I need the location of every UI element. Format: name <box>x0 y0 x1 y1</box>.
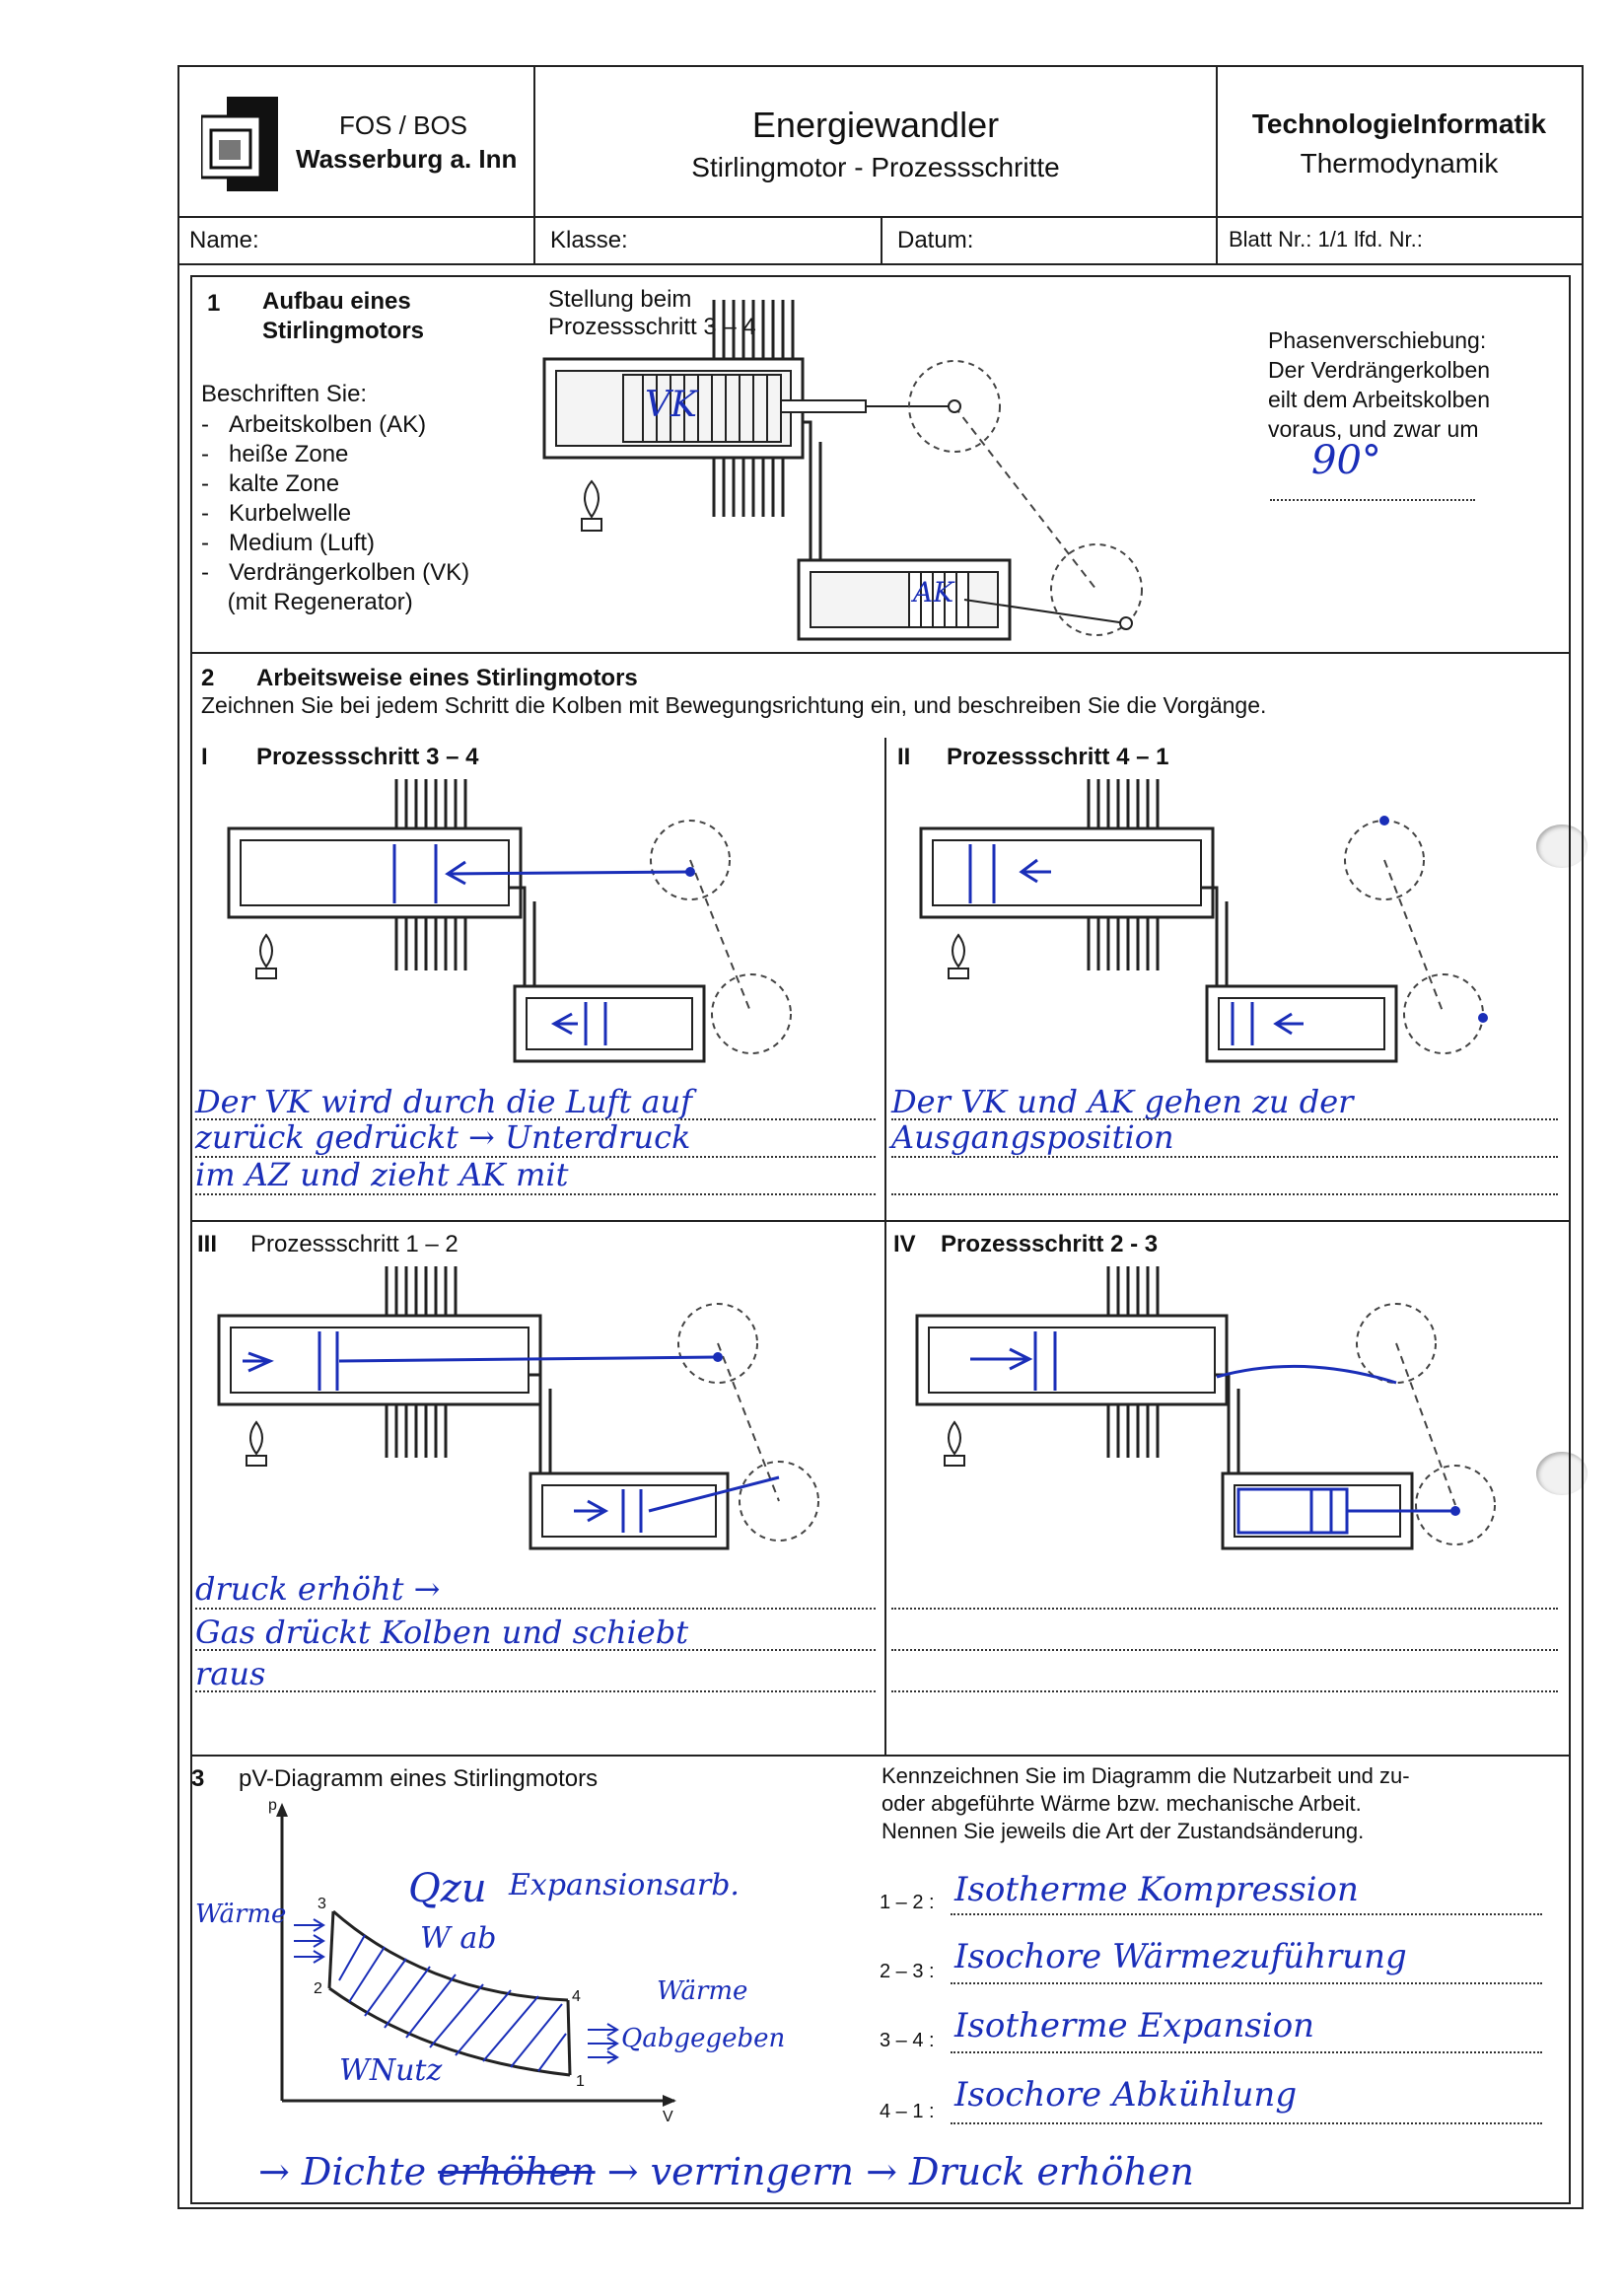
step3-title: Prozessschritt 1 – 2 <box>250 1231 459 1257</box>
phase-shift-line4: voraus, und zwar um <box>1268 416 1479 442</box>
list-item: - Arbeitskolben (AK) <box>201 411 427 438</box>
answer-line <box>891 1608 1558 1610</box>
document-title: Energiewandler <box>751 105 1000 145</box>
position-line1: Stellung beim <box>548 286 692 313</box>
handwritten-label-ak: AK <box>913 576 954 609</box>
step1-engine-diagram <box>219 777 830 1073</box>
point-label-3: 3 <box>318 1896 326 1912</box>
section2-heading: Arbeitsweise eines Stirlingmotors <box>256 665 638 691</box>
step4-engine-diagram <box>907 1264 1558 1560</box>
school-logo <box>201 97 278 191</box>
step1-title: Prozessschritt 3 – 4 <box>256 744 479 770</box>
step-answer-3-4: Isotherme Expansion <box>954 2006 1315 2045</box>
class-label: Klasse: <box>550 227 628 253</box>
phase-shift-line3: eilt dem Arbeitskolben <box>1268 387 1491 412</box>
step2-answer-line1: Der VK und AK gehen zu der <box>891 1083 1354 1120</box>
name-label: Name: <box>189 227 259 253</box>
step3-answer-line1: druck erhöht → <box>195 1570 441 1608</box>
answer-line <box>195 1608 876 1610</box>
stirling-engine-diagram <box>534 294 1165 659</box>
list-item: - Kurbelwelle <box>201 500 352 527</box>
step2-engine-diagram <box>911 777 1562 1073</box>
step3-answer-line2: Gas drückt Kolben und schiebt <box>195 1614 689 1651</box>
answer-line <box>195 1193 876 1195</box>
answer-line <box>195 1156 876 1158</box>
annotation-expansion: Expansionsarb. <box>509 1868 740 1902</box>
section3-instruction-line1: Kennzeichnen Sie im Diagramm die Nutzarbeit und zu- <box>882 1763 1410 1788</box>
point-label-2: 2 <box>314 1980 322 1997</box>
axis-p-label: p <box>268 1797 277 1814</box>
position-line2: Prozessschritt 3 – 4 <box>548 314 756 340</box>
list-item: - Verdrängerkolben (VK) <box>201 559 470 586</box>
answer-line <box>891 1193 1558 1195</box>
sheet-number-label: Blatt Nr.: 1/1 lfd. Nr.: <box>1229 227 1423 251</box>
section2-number: 2 <box>201 665 215 691</box>
annotation-wnutz: WNutz <box>339 2053 443 2088</box>
answer-line <box>951 2051 1542 2053</box>
step1-answer-line1: Der VK wird durch die Luft auf <box>195 1083 693 1120</box>
answer-line <box>195 1690 876 1692</box>
section1-number: 1 <box>207 290 221 317</box>
worksheet <box>177 65 1584 2209</box>
answer-line <box>195 1118 876 1120</box>
step-label-4-1: 4 – 1 : <box>880 2101 935 2122</box>
footer-note-struck: erhöhen <box>438 2150 596 2193</box>
step3-roman: III <box>197 1231 218 1257</box>
annotation-qab: Qabgegeben <box>621 2024 786 2053</box>
school-name-line1: FOS / BOS <box>339 110 468 140</box>
date-label: Datum: <box>897 227 974 253</box>
section3-instruction-line3: Nennen Sie jeweils die Art der Zustandsänderung. <box>882 1819 1365 1843</box>
footer-note <box>258 2150 1194 2193</box>
step-answer-4-1: Isochore Abkühlung <box>954 2075 1298 2115</box>
step3-engine-diagram <box>209 1264 860 1560</box>
answer-line <box>951 1913 1542 1915</box>
footer-note-part2: → verringern → Druck erhöhen <box>606 2150 1194 2193</box>
step-label-3-4: 3 – 4 : <box>880 2030 935 2051</box>
list-item: (mit Regenerator) <box>227 589 413 615</box>
annotation-waerme-right: Wärme <box>657 1976 748 2006</box>
answer-line <box>951 2122 1542 2124</box>
footer-note-part1: → Dichte <box>258 2150 427 2193</box>
step4-title: Prozessschritt 2 - 3 <box>941 1231 1159 1257</box>
section1-heading-line1: Aufbau eines <box>262 288 411 315</box>
axis-v-label: V <box>663 2109 673 2125</box>
subject-line1: TechnologieInformatik <box>1251 108 1547 139</box>
step1-roman: I <box>201 744 208 770</box>
step2-roman: II <box>897 744 911 770</box>
list-item: - kalte Zone <box>201 470 340 497</box>
step-answer-2-3: Isochore Wärmezuführung <box>954 1937 1407 1976</box>
point-label-4: 4 <box>572 1988 581 2005</box>
phase-shift-answer: 90° <box>1311 438 1381 483</box>
step4-roman: IV <box>893 1231 916 1257</box>
school-name-line2: Wasserburg a. Inn <box>296 144 518 174</box>
phase-shift-line2: Der Verdrängerkolben <box>1268 357 1491 383</box>
step1-answer-line3: im AZ und zieht AK mit <box>195 1156 569 1193</box>
pv-diagram <box>191 1797 882 2132</box>
answer-line <box>891 1118 1558 1120</box>
document-subtitle: Stirlingmotor - Prozessschritte <box>691 152 1060 182</box>
label-list <box>201 410 469 617</box>
answer-line <box>891 1649 1558 1651</box>
phase-shift-heading: Phasenverschiebung: <box>1268 327 1487 353</box>
section3-number: 3 <box>191 1765 205 1792</box>
step2-title: Prozessschritt 4 – 1 <box>947 744 1169 770</box>
list-item: - Medium (Luft) <box>201 530 376 556</box>
step1-answer-line2: zurück gedrückt → Unterdruck <box>195 1118 691 1156</box>
step-label-1-2: 1 – 2 : <box>880 1892 935 1913</box>
section1-instruction: Beschriften Sie: <box>201 381 368 407</box>
step2-answer-line2: Ausgangsposition <box>891 1118 1174 1156</box>
step-answer-1-2: Isotherme Kompression <box>954 1870 1359 1909</box>
subject-line2: Thermodynamik <box>1300 148 1499 179</box>
section3-instruction-line2: oder abgeführte Wärme bzw. mechanische Arbeit. <box>882 1791 1362 1816</box>
section2-instruction: Zeichnen Sie bei jedem Schritt die Kolben mit Bewegungsrichtung ein, und beschreiben Sie die Vorgänge. <box>201 692 1267 718</box>
handwritten-label-vk: VK <box>645 385 697 425</box>
step-label-2-3: 2 – 3 : <box>880 1961 935 1982</box>
annotation-w-ab: W ab <box>420 1921 497 1956</box>
annotation-qzu: Qzu <box>408 1866 487 1911</box>
answer-line <box>1270 499 1475 501</box>
point-label-1: 1 <box>576 2073 585 2090</box>
answer-line <box>195 1649 876 1651</box>
list-item: - heiße Zone <box>201 441 349 467</box>
answer-line <box>951 1982 1542 1984</box>
answer-line <box>891 1690 1558 1692</box>
step3-answer-line3: raus <box>195 1655 266 1692</box>
annotation-waerme-left: Wärme <box>195 1900 287 1929</box>
section3-heading: pV-Diagramm eines Stirlingmotors <box>239 1765 599 1792</box>
answer-line <box>891 1156 1558 1158</box>
section1-heading-line2: Stirlingmotors <box>262 318 425 344</box>
